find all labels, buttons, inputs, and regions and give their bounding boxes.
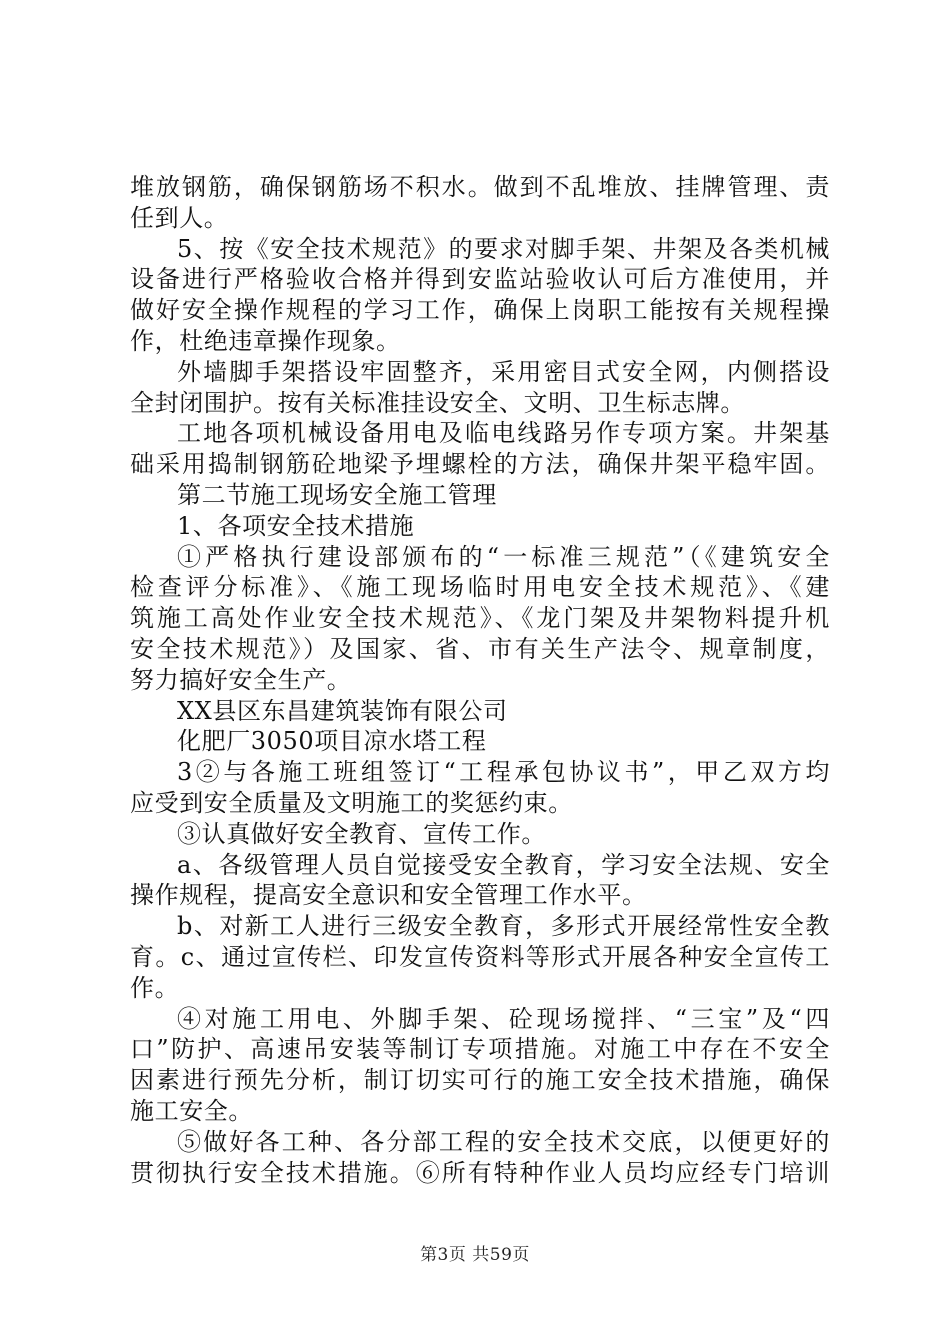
project-name: 化肥厂3050项目凉水塔工程 — [177, 727, 487, 756]
text-line: 操作规程，提高安全意识和安全管理工作水平。 — [130, 881, 647, 910]
text-line: 贯彻执行安全技术措施。⑥所有特种作业人员均应经专门培训 — [130, 1158, 830, 1187]
text-line: 因素进行预先分析，制订切实可行的施工安全技术措施，确保 — [130, 1066, 830, 1095]
text-line: b、对新工人进行三级安全教育，多形式开展经常性安全教 — [177, 912, 830, 941]
text-line: 任到人。 — [130, 203, 229, 232]
page-number-footer: 第3页 共59页 — [420, 1245, 530, 1265]
text-line: 努力搞好安全生产。 — [130, 665, 352, 694]
text-line: 3②与各施工班组签订“工程承包协议书”，甲乙双方均 — [177, 758, 830, 787]
text-line: 检查评分标准》、《施工现场临时用电安全技术规范》、《建 — [130, 573, 830, 602]
text-line: 设备进行严格验收合格并得到安监站验收认可后方准使用，并 — [130, 265, 830, 294]
text-line: ④对施工用电、外脚手架、砼现场搅拌、“三宝”及“四 — [177, 1004, 830, 1033]
text-line: ③认真做好安全教育、宣传工作。 — [177, 819, 546, 848]
text-line: 做好安全操作规程的学习工作，确保上岗职工能按有关规程操 — [130, 296, 830, 325]
text-line: 外墙脚手架搭设牢固整齐，采用密目式安全网，内侧搭设 — [177, 357, 830, 386]
text-line: 安全技术规范》）及国家、省、市有关生产法令、规章制度， — [130, 634, 830, 663]
text-line: a、各级管理人员自觉接受安全教育，学习安全法规、安全 — [177, 850, 830, 879]
company-name: XX县区东昌建筑装饰有限公司 — [177, 696, 508, 725]
section-heading: 第二节施工现场安全施工管理 — [177, 480, 497, 509]
text-line: 全封闭围护。按有关标准挂设安全、文明、卫生标志牌。 — [130, 388, 745, 417]
text-line: 筑施工高处作业安全技术规范》、《龙门架及井架物料提升机 — [130, 604, 830, 633]
text-line: 堆放钢筋，确保钢筋场不积水。做到不乱堆放、挂牌管理、责 — [130, 173, 830, 201]
subsection-heading: 1、各项安全技术措施 — [177, 511, 415, 540]
text-line: 作，杜绝违章操作现象。 — [130, 326, 401, 355]
text-line: ①严格执行建设部颁布的“一标准三规范”（《建筑安全 — [177, 542, 830, 571]
body-text — [130, 172, 830, 1188]
text-line: 5、按《安全技术规范》的要求对脚手架、井架及各类机械 — [177, 234, 830, 263]
text-line: 施工安全。 — [130, 1096, 253, 1125]
text-line: 作。 — [130, 973, 180, 1002]
text-line: ⑤做好各工种、各分部工程的安全技术交底，以便更好的 — [177, 1127, 830, 1156]
text-line: 应受到安全质量及文明施工的奖惩约束。 — [130, 788, 573, 817]
text-line: 础采用捣制钢筋砼地梁予埋螺栓的方法，确保井架平稳牢固。 — [130, 450, 830, 479]
text-line: 口”防护、高速吊安装等制订专项措施。对施工中存在不安全 — [130, 1035, 830, 1064]
text-line: 育。c、通过宣传栏、印发宣传资料等形式开展各种安全宣传工 — [130, 942, 830, 971]
text-line: 工地各项机械设备用电及临电线路另作专项方案。井架基 — [177, 419, 830, 448]
